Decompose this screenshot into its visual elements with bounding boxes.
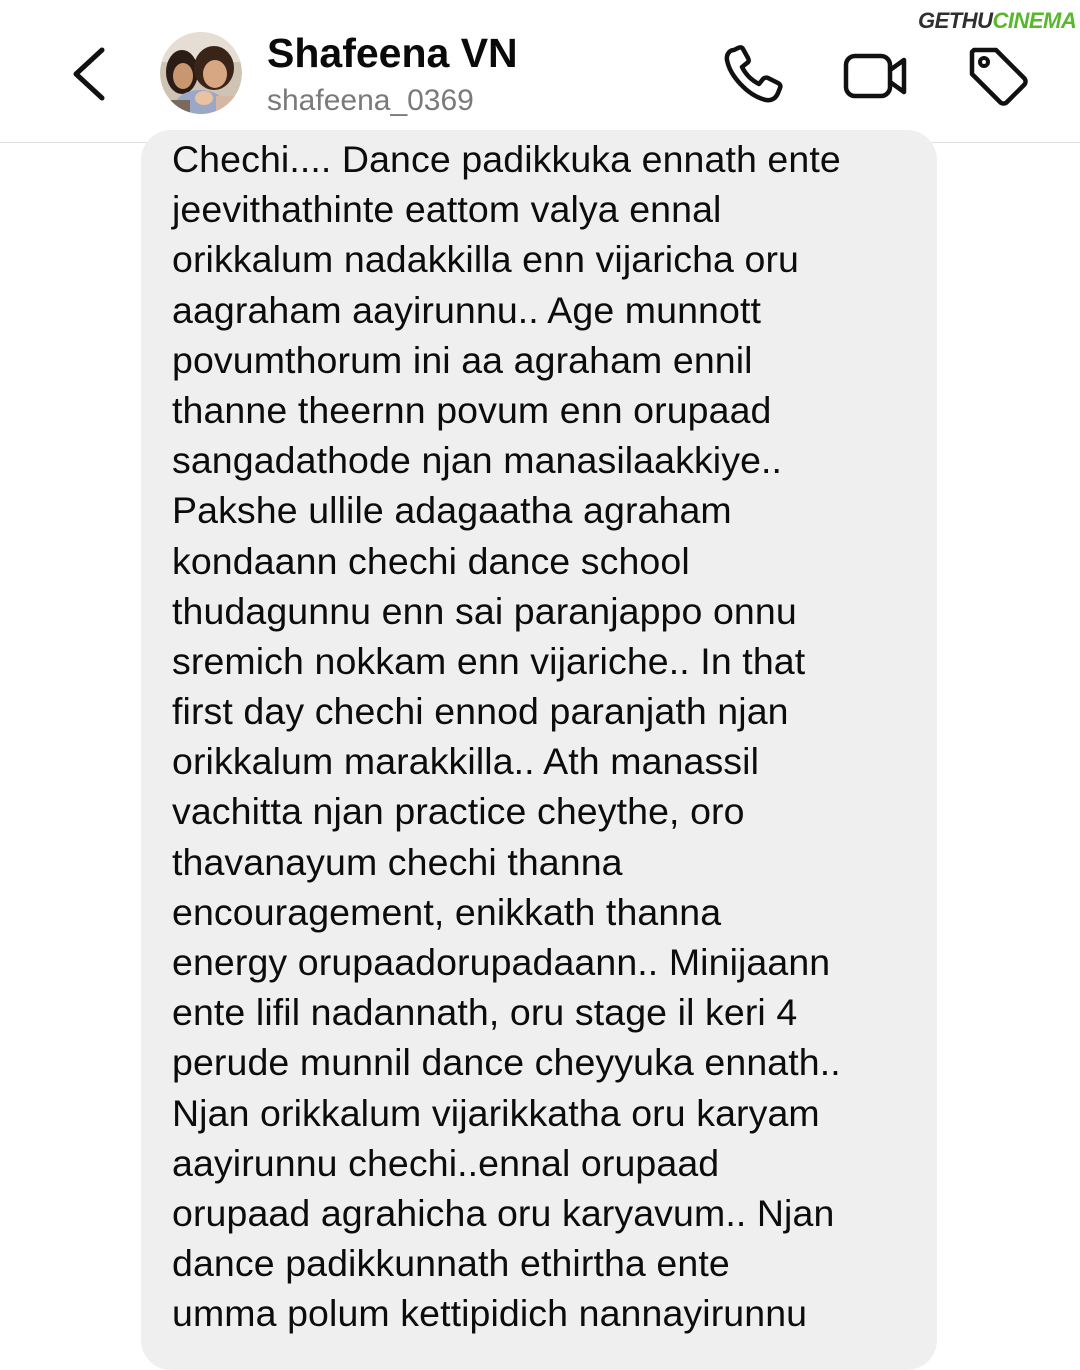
chat-header	[0, 0, 1080, 143]
message-text	[172, 134, 932, 1339]
tag-icon	[962, 40, 1032, 110]
message-line: Njan orikkalum vijarikkatha oru karyam	[172, 1091, 820, 1134]
chevron-left-icon	[62, 38, 122, 108]
message-line: first day chechi ennod paranjath njan	[172, 690, 789, 733]
message-line: encouragement, enikkath thanna	[172, 890, 722, 933]
message-line: orikkalum nadakkilla enn vijaricha oru	[172, 238, 800, 281]
tag-button[interactable]	[962, 40, 1032, 110]
call-button[interactable]	[718, 40, 788, 110]
message-line: sremich nokkam enn vijariche.. In that	[172, 639, 806, 682]
message-line: Chechi.... Dance padikkuka ennath ente	[172, 138, 841, 180]
contact-name[interactable]: Shafeena VN	[267, 30, 518, 76]
message-line: perude munnil dance cheyyuka ennath..	[172, 1041, 841, 1084]
message-line: aayirunnu chechi..ennal orupaad	[172, 1141, 720, 1184]
message-line: thanne theernn povum enn orupaad	[172, 388, 772, 431]
phone-icon	[718, 40, 788, 110]
watermark-logo	[918, 6, 1076, 36]
watermark-text-1: GETHU	[918, 8, 993, 33]
watermark-text-2: CINEMA	[992, 8, 1077, 33]
message-line: energy orupaadorupadaann.. Minijaann	[172, 941, 831, 983]
message-line: povumthorum ini aa agraham ennil	[172, 338, 753, 381]
message-line: Pakshe ullile adagaatha agraham	[172, 489, 732, 532]
message-line: ente lifil nadannath, oru stage il keri 4	[172, 991, 798, 1034]
video-call-button[interactable]	[840, 40, 910, 110]
message-line: thavanayum chechi thanna	[172, 840, 623, 883]
message-line: jeevithathinte eattom valya ennal	[172, 188, 722, 231]
message-line: kondaann chechi dance school	[172, 539, 690, 582]
avatar[interactable]	[160, 32, 242, 114]
message-line: aagraham aayirunnu.. Age munnott	[172, 288, 762, 331]
video-camera-icon	[840, 40, 910, 110]
message-line: orikkalum marakkilla.. Ath manassil	[172, 740, 760, 783]
message-line: vachitta njan practice cheythe, oro	[172, 790, 745, 833]
message-line: orupaad agrahicha oru karyavum.. Njan	[172, 1191, 835, 1234]
message-line: dance padikkunnath ethirtha ente	[172, 1242, 730, 1285]
message-line: sangadathode njan manasilaakkiye..	[172, 439, 783, 482]
contact-username: shafeena_0369	[267, 84, 474, 117]
back-button[interactable]	[62, 38, 122, 108]
message-line: umma polum kettipidich nannayirunnu	[172, 1292, 808, 1335]
message-line: thudagunnu enn sai paranjappo onnu	[172, 589, 797, 632]
